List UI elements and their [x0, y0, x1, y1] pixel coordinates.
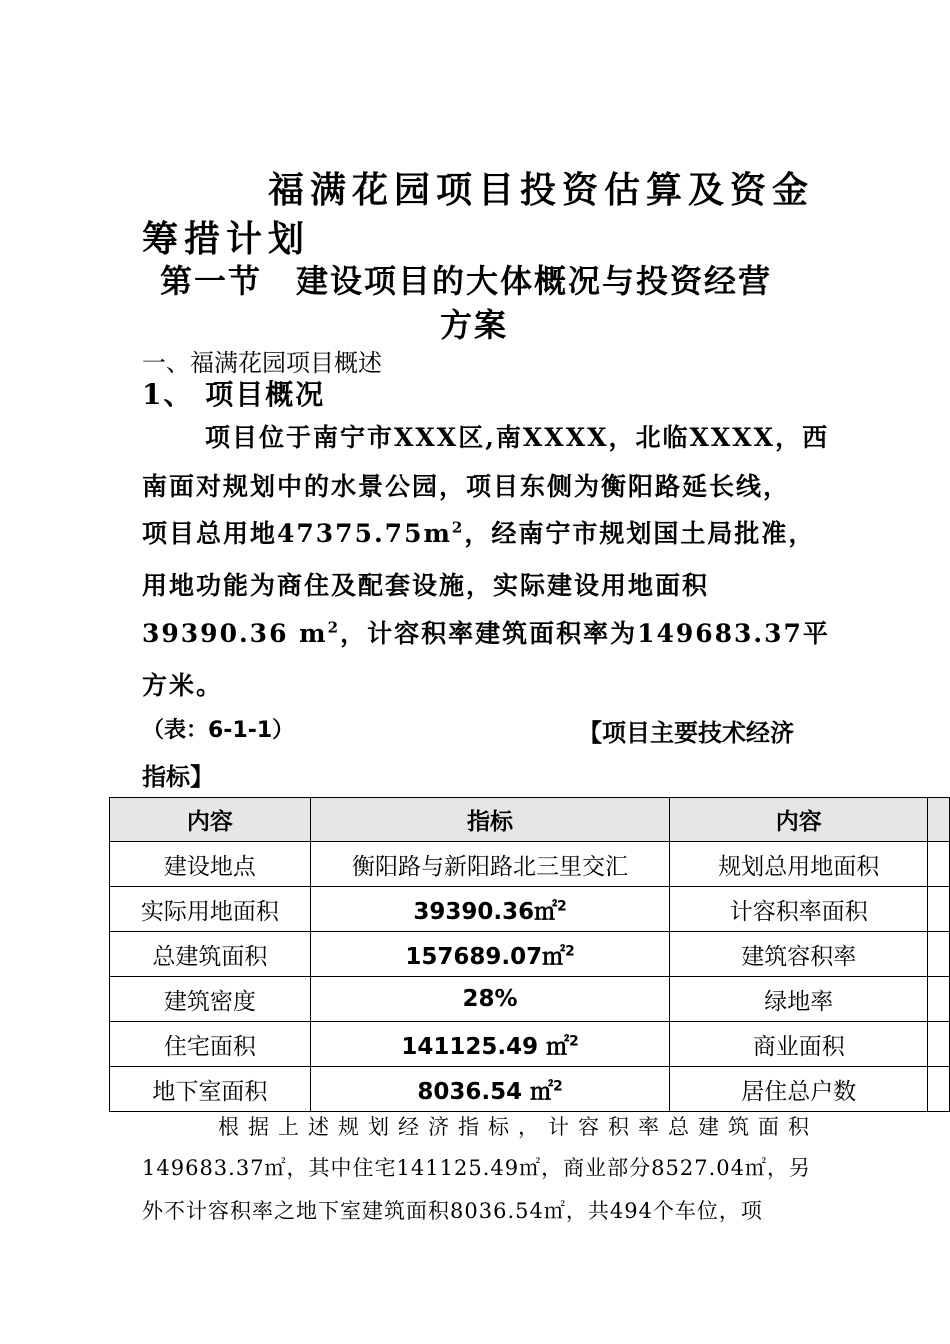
overview-line-3-a: 项目总用地47375.75m: [142, 519, 452, 548]
overview-line-1: 项目位于南宁市XXX区,南XXXX，北临XXXX，西: [205, 423, 830, 452]
overview-line-5: [142, 614, 830, 650]
table-cell: [310, 1067, 670, 1112]
table-cell: 规划总用地面积: [670, 842, 928, 887]
table-row: [110, 977, 950, 1022]
summary-line-1: 根据上述规划经济指标，计容积率总建筑面积: [218, 1115, 818, 1139]
overview-line-6: 方米。: [142, 671, 224, 700]
header-cell: 内容: [110, 798, 311, 842]
superscript: 2: [451, 518, 465, 537]
table-cell: [928, 1067, 950, 1112]
item-heading: 1、 项目概况: [142, 378, 326, 411]
table-cell: 28%: [310, 977, 670, 1022]
table-cell: [928, 1022, 950, 1067]
section-heading-line2: 方案: [440, 306, 509, 344]
superscript: 2: [565, 942, 575, 959]
header-cell: 指标: [310, 798, 670, 842]
table-row: [110, 1067, 950, 1112]
overview-line-5-a: 39390.36 m: [142, 619, 328, 648]
table-caption-title-cont: 指标】: [142, 763, 214, 791]
table-row: [110, 887, 950, 932]
table-cell: 建设地点: [110, 842, 311, 887]
table-cell: [928, 887, 950, 932]
document-title-line2: 筹措计划: [142, 218, 311, 260]
table-caption-number: （表：6-1-1）: [142, 718, 295, 743]
table-cell: 地下室面积: [110, 1067, 311, 1112]
table-header-row: [110, 798, 950, 842]
overview-line-3: [142, 514, 815, 550]
table-cell: [928, 932, 950, 977]
cell-value: 39390.36㎡: [413, 898, 558, 925]
superscript: 2: [327, 618, 341, 637]
table-cell: 住宅面积: [110, 1022, 311, 1067]
table-cell: 衡阳路与新阳路北三里交汇: [310, 842, 670, 887]
table-cell: 总建筑面积: [110, 932, 311, 977]
table-cell: [928, 842, 950, 887]
table-cell: [310, 887, 670, 932]
table-cell: [310, 1022, 670, 1067]
table-cell: 实际用地面积: [110, 887, 311, 932]
summary-line-3: 外不计容积率之地下室建筑面积8036.54㎡，共494个车位，项: [142, 1199, 763, 1223]
cell-value: 8036.54 ㎡: [417, 1078, 554, 1105]
table-cell: 建筑容积率: [670, 932, 928, 977]
cell-value: 157689.07㎡: [405, 943, 566, 970]
table-cell: 居住总户数: [670, 1067, 928, 1112]
header-cell: 内容: [670, 798, 928, 842]
table-row: [110, 1022, 950, 1067]
table-cell: [310, 932, 670, 977]
subsection-heading: 一、福满花园项目概述: [142, 349, 382, 377]
table-cell: 建筑密度: [110, 977, 311, 1022]
table-row: [110, 932, 950, 977]
superscript: 2: [553, 1077, 563, 1094]
overview-line-3-b: ，经南宁市规划国土局批准，: [464, 519, 816, 548]
overview-line-2: 南面对规划中的水景公园，项目东侧为衡阳路延长线，: [142, 472, 791, 501]
cell-value: 141125.49 ㎡: [401, 1033, 570, 1060]
table-row: [110, 842, 950, 887]
technical-indicators-table: [109, 797, 950, 1112]
table-cell: 商业面积: [670, 1022, 928, 1067]
summary-line-2: 149683.37㎡，其中住宅141125.49㎡，商业部分8527.04㎡，另: [142, 1156, 811, 1180]
document-title-line1: 福满花园项目投资估算及资金: [268, 169, 815, 211]
table-cell: 计容积率面积: [670, 887, 928, 932]
superscript: 2: [557, 897, 567, 914]
overview-line-5-b: ，计容积率建筑面积率为149683.37平: [340, 619, 830, 648]
table-cell: 绿地率: [670, 977, 928, 1022]
superscript: 2: [569, 1032, 579, 1049]
section-heading-line1: 第一节 建设项目的大体概况与投资经营: [160, 262, 773, 300]
table-caption-title: 【项目主要技术经济: [578, 719, 794, 747]
overview-line-4: 用地功能为商住及配套设施，实际建设用地面积: [142, 571, 710, 600]
header-cell: [928, 798, 950, 842]
table-cell: [928, 977, 950, 1022]
